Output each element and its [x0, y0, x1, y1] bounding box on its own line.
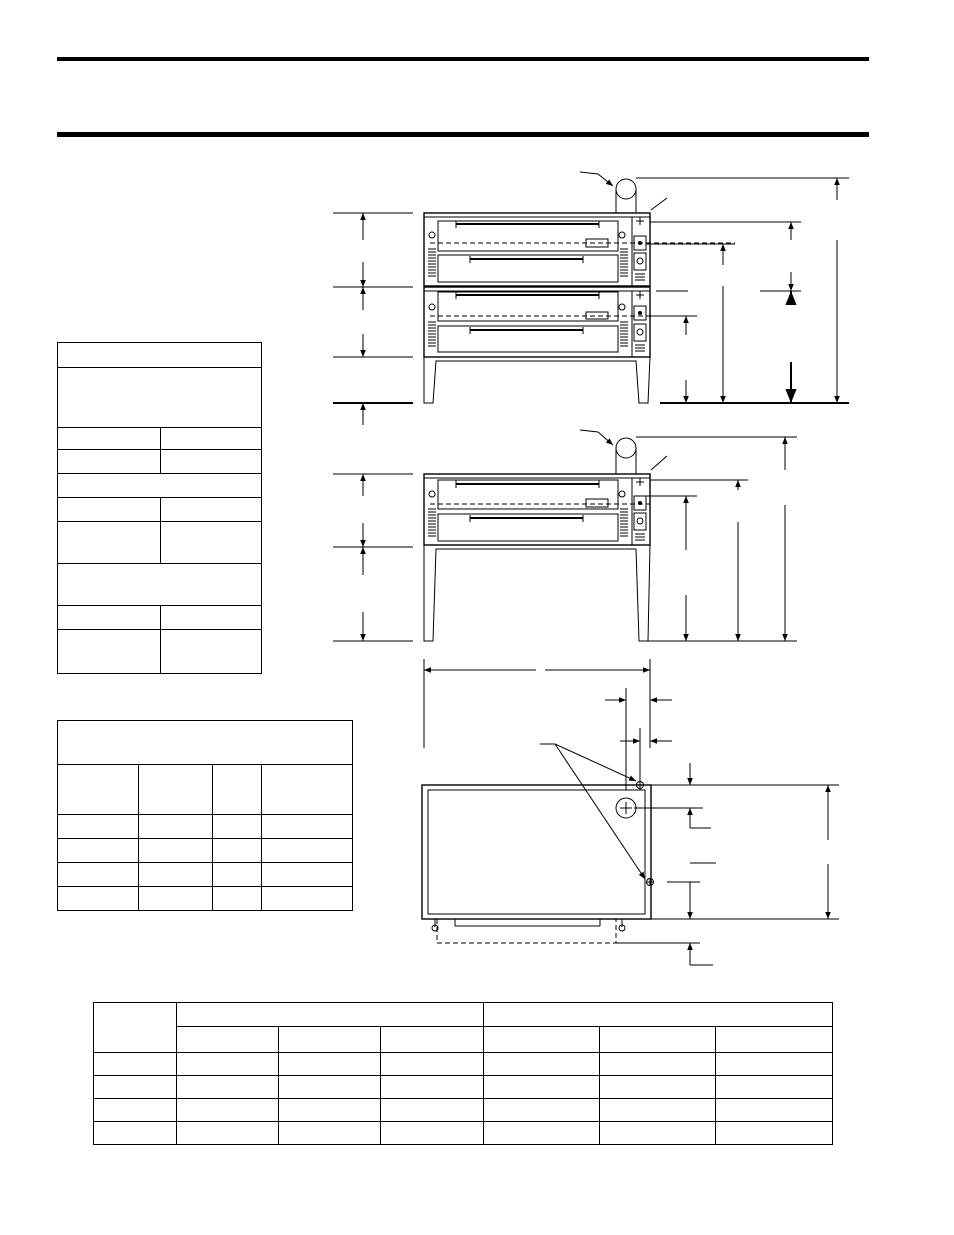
control-knob-icon [634, 324, 646, 341]
single-deck-front-view [333, 430, 797, 641]
flue-collar-icon [616, 438, 636, 458]
leader-line [580, 172, 613, 186]
control-knob-icon [634, 513, 646, 530]
oven-legs [424, 545, 650, 641]
vent-louvers [428, 249, 628, 276]
door-swing-outline [437, 919, 616, 943]
gas-connection-icon [636, 291, 644, 299]
flue-collar-icon [616, 179, 636, 199]
double-deck-front-view [333, 172, 849, 425]
gas-connection-icon [636, 217, 644, 225]
leader-line [651, 198, 667, 210]
top-plan-view [422, 659, 839, 965]
oven-legs [424, 357, 650, 403]
leader-line [580, 430, 613, 445]
leader-line [651, 456, 667, 470]
leader-line [540, 744, 636, 781]
control-knob-icon [634, 253, 646, 270]
vent-louvers [428, 509, 628, 536]
gas-connection-icon [636, 478, 644, 486]
